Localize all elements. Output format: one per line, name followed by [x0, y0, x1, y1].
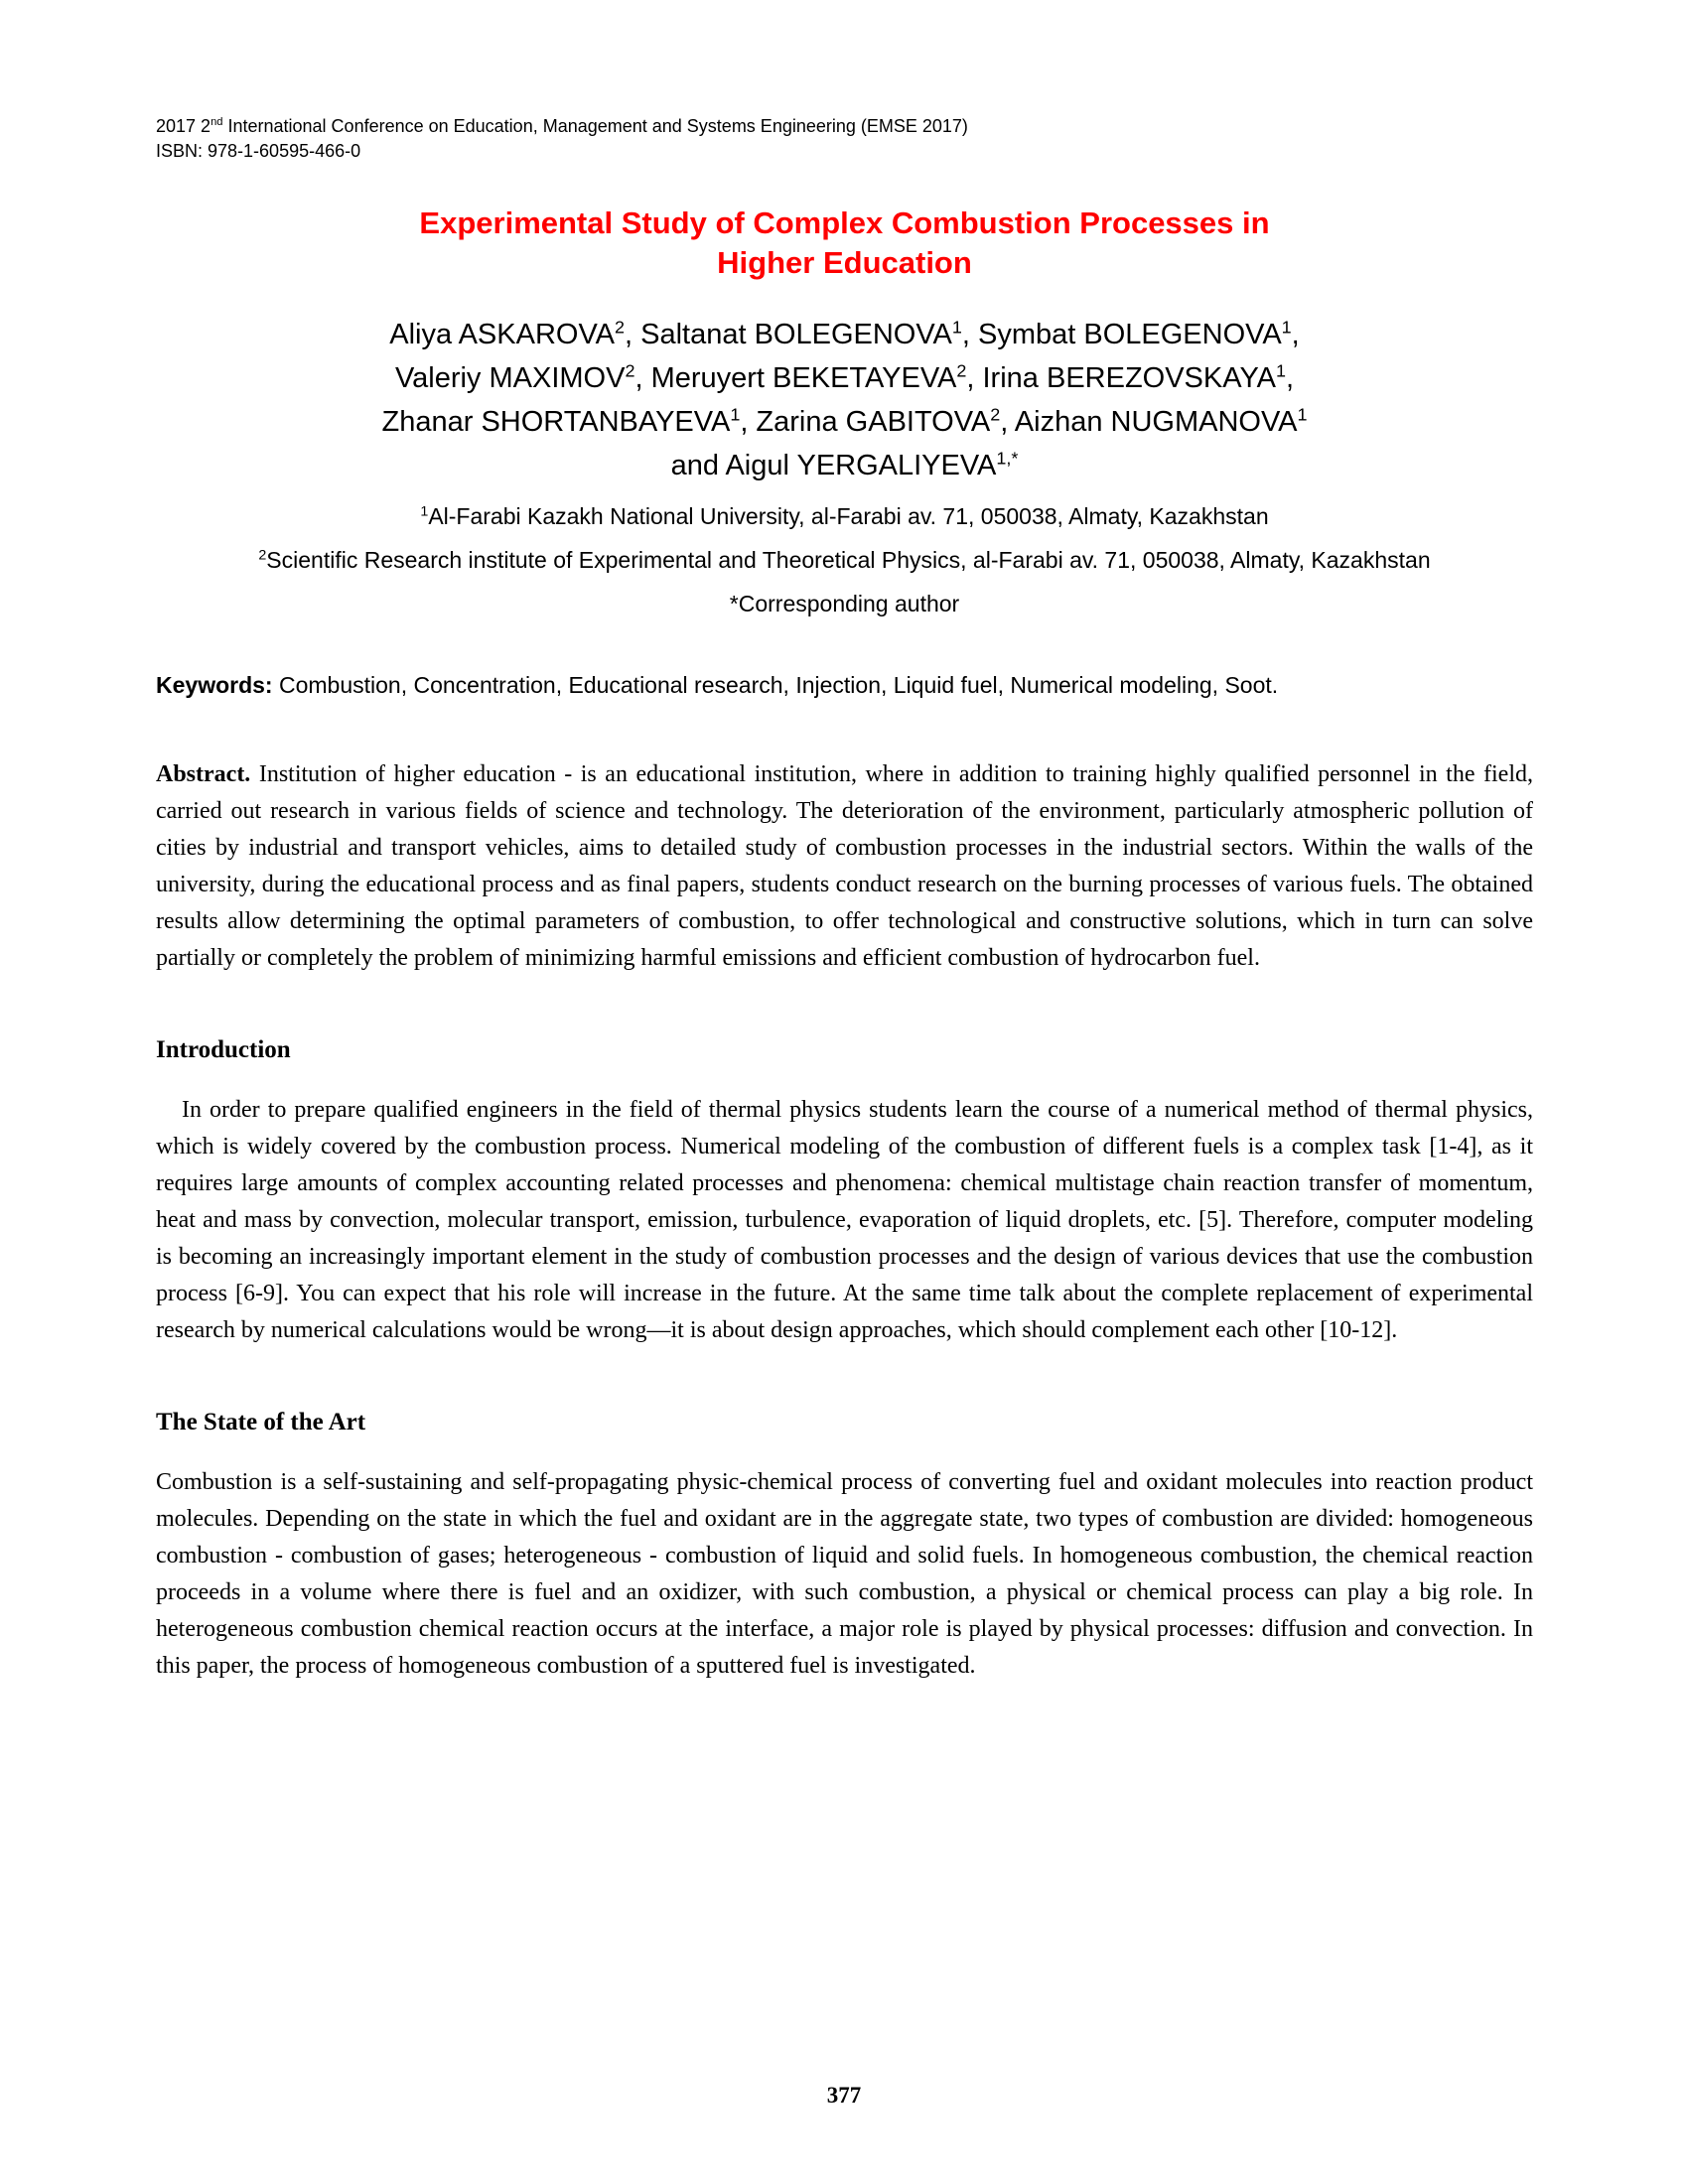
author-name-text: , [1291, 319, 1300, 350]
keywords-label: Keywords: [156, 672, 273, 698]
author-line [156, 356, 1533, 400]
paper-title [156, 204, 1533, 283]
author-line [156, 400, 1533, 444]
author-name-text: , Meruyert BEKETAYEVA [634, 362, 957, 394]
page-number: 377 [826, 2083, 862, 2108]
author-name-text: , Zarina GABITOVA [740, 406, 991, 438]
abstract-paragraph [156, 756, 1533, 977]
conference-name-suffix: International Conference on Education, Management and Systems Engineering (EMSE 2017) [222, 116, 968, 136]
author-name-text: Aliya ASKAROVA [389, 319, 615, 350]
author-affiliation-superscript: 2 [990, 404, 1001, 425]
conference-name-ordinal-superscript: nd [211, 116, 223, 128]
author-name-text: Zhanar SHORTANBAYEVA [381, 406, 731, 438]
conference-name-line [156, 114, 1533, 139]
conference-name-prefix: 2017 2 [156, 116, 211, 136]
affiliation-list [156, 501, 1533, 575]
author-affiliation-superscript: 1,* [996, 448, 1019, 469]
author-affiliation-superscript: 1 [730, 404, 741, 425]
affiliation-line: $^2$Scientific Research institute of Experimental and Theoretical Physics, al-Farabi av. 71, 050038, Almaty, Kazakhstan [258, 547, 1431, 573]
affiliation-superscript: 1 [420, 503, 429, 520]
author-affiliation-superscript: 2 [614, 317, 625, 338]
author-name-text: and Aigul YERGALIYEVA [670, 450, 997, 481]
keywords-paragraph [156, 668, 1533, 702]
author-name-text: , Irina BEREZOVSKAYA [966, 362, 1276, 394]
author-affiliation-superscript: 2 [956, 360, 967, 381]
affiliation-line: $^1$Al-Farabi Kazakh National University, al-Farabi av. 71, 050038, Almaty, Kazakhstan [420, 503, 1269, 529]
section-heading: The State of the Art [156, 1409, 366, 1435]
author-list [156, 313, 1533, 487]
author-affiliation-superscript: 1 [1297, 404, 1308, 425]
author-affiliation-superscript: 1 [1281, 317, 1292, 338]
author-affiliation-superscript: 2 [625, 360, 635, 381]
section-heading: Introduction [156, 1036, 291, 1063]
paper-title-line-1: Experimental Study of Complex Combustion Processes in [419, 205, 1270, 240]
body-paragraph: In order to prepare qualified engineers in the field of thermal physics students learn the course of a numerical method of thermal physics, which is widely covered by the combustion process. Numerical modeling of the combustion of different fuels is a complex task [1-4], as it requires large amounts of complex accounting related processes and phenomena: chemical multistage chain reaction transfer of momentum, heat and mass by convection, molecular transport, emission, turbulence, evaporation of liquid droplets, etc. [5]. Therefore, computer modeling is becoming an increasingly important element in the study of combustion processes and the design of various devices that use the combustion process [6-9]. You can expect that his role will increase in the future. At the same time talk about the complete replacement of experimental research by numerical calculations would be wrong—it is about design approaches, which should complement each other [10-12]. [156, 1097, 1533, 1343]
author-name-text: , Saltanat BOLEGENOVA [624, 319, 952, 350]
paper-title-line-2: Higher Education [717, 245, 972, 280]
isbn-line: ISBN: 978-1-60595-466-0 [156, 141, 361, 161]
author-name-text: , Aizhan NUGMANOVA [1000, 406, 1298, 438]
keywords-text: Combustion, Concentration, Educational research, Injection, Liquid fuel, Numerical modeling, Soot. [278, 672, 1279, 698]
author-name-text: Valeriy MAXIMOV [394, 362, 626, 394]
abstract-text: Institution of higher education - is an educational institution, where in addition to training highly qualified personnel in the field, carried out research in various fields of science and technology. The deterioration of the environment, particularly atmospheric pollution of cities by industrial and transport vehicles, aims to detailed study of combustion processes in the industrial sectors. Within the walls of the university, during the educational process and as final papers, students conduct research on the burning processes of various fuels. The obtained results allow determining the optimal parameters of combustion, to offer technological and constructive solutions, which in turn can solve partially or completely the problem of minimizing harmful emissions and efficient combustion of hydrocarbon fuel. [156, 761, 1533, 971]
conference-header [156, 114, 1533, 164]
abstract-label: Abstract. [156, 761, 251, 787]
author-affiliation-superscript: 1 [1275, 360, 1286, 381]
section-container [156, 1034, 1533, 1685]
affiliation-superscript: 2 [258, 547, 267, 564]
author-line [156, 313, 1533, 356]
author-affiliation-superscript: 1 [951, 317, 962, 338]
body-paragraph: Combustion is a self-sustaining and self-propagating physic-chemical process of converting fuel and oxidant molecules into reaction product molecules. Depending on the state in which the fuel and oxidant are in the aggregate state, two types of combustion are divided: homogeneous combustion - combustion of gases; heterogeneous - combustion of liquid and solid fuels. In homogeneous combustion, the chemical reaction proceeds in a volume where there is fuel and an oxidizer, with such combustion, a physical or chemical process can play a big role. In heterogeneous combustion chemical reaction occurs at the interface, a major role is played by physical processes: diffusion and convection. In this paper, the process of homogeneous combustion of a sputtered fuel is investigated. [156, 1469, 1533, 1679]
corresponding-author-note: *Corresponding author [729, 591, 960, 616]
author-name-text: , [1285, 362, 1295, 394]
author-line [156, 444, 1533, 487]
author-name-text: , Symbat BOLEGENOVA [961, 319, 1282, 350]
